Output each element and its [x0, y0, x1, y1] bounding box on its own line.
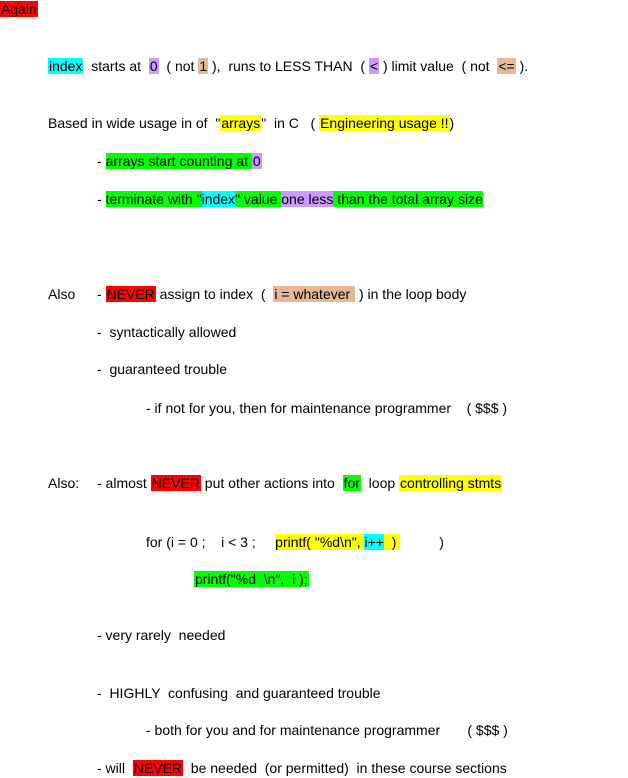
controlling-stmts: controlling stmts	[400, 475, 502, 491]
bullet-guaranteed-trouble: - guaranteed trouble	[97, 361, 227, 377]
never-keyword: NEVER	[151, 475, 200, 491]
for-keyword: for	[343, 475, 360, 491]
zero-value: 0	[149, 58, 158, 74]
one-value: 1	[199, 58, 208, 74]
bullet-highly-confusing: - HIGHLY confusing and guaranteed trouble	[97, 685, 381, 701]
other-actions-line: - almost NEVER put other actions into for loop controlling stmts	[97, 475, 502, 491]
loop-body-code: printf("%d \n", i );	[195, 571, 308, 587]
bullet-both-for-you: - both for you and for maintenance programmer ( $$$ )	[146, 722, 508, 738]
never-assign-line: - NEVER assign to index ( i = whatever ) in the loop body	[97, 286, 467, 302]
arrays-keyword: arrays	[221, 115, 261, 131]
for-loop-code: for (i = 0 ; i < 3 ; printf( "%d\n", i++ ) )	[146, 534, 444, 550]
bullet-rarely-needed: - very rarely needed	[97, 627, 226, 643]
increment-expression: i++	[364, 534, 384, 550]
bullet-terminate: - terminate with "index" value one less than the total array size	[97, 191, 483, 207]
also-label-2: Also:	[48, 475, 80, 491]
engineering-usage: Engineering usage !!	[320, 115, 449, 131]
assign-expression: i = whatever	[274, 286, 355, 302]
never-keyword: NEVER	[106, 286, 155, 302]
less-equal-operator: <=	[498, 58, 515, 74]
bullet-maintenance-programmer: - if not for you, then for maintenance programmer ( $$$ )	[146, 400, 508, 416]
arrays-usage-line: Based in wide usage in of "arrays" in C ( Engineering usage !!)	[48, 115, 455, 131]
printf-expression: printf( "%d\n", i++ )	[275, 534, 401, 550]
also-label: Also	[48, 286, 76, 302]
never-keyword: NEVER	[133, 760, 183, 776]
index-keyword: index	[49, 58, 83, 74]
index-range-line: index starts at 0 ( not 1 ), runs to LESS THAN ( < ) limit value ( not <= ).	[49, 58, 529, 74]
bullet-arrays-start: - arrays start counting at 0	[97, 153, 261, 169]
never-needed-line: - will NEVER be needed (or permitted) in these course sections	[97, 760, 507, 776]
bullet-syntactically-allowed: - syntactically allowed	[97, 324, 237, 340]
less-than-operator: <	[369, 58, 379, 74]
page-title: Again	[1, 1, 37, 17]
